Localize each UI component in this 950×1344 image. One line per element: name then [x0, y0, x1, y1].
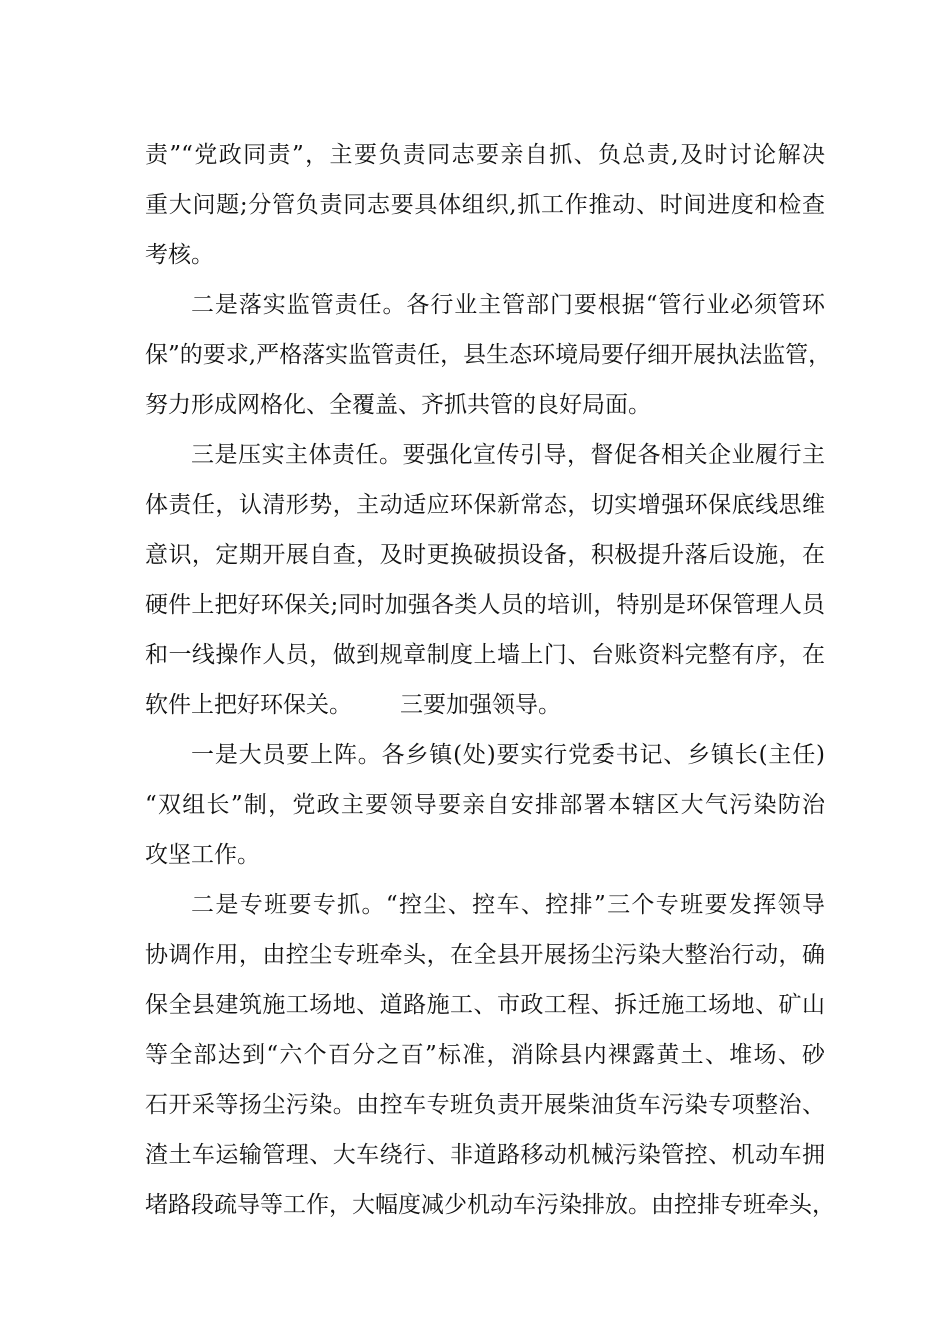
text-line: 责”“党政同责”，主要负责同志要亲自抓、负总责,及时讨论解决 — [145, 142, 825, 168]
paragraph-supervision-responsibility — [145, 280, 832, 430]
document-body — [145, 130, 835, 1230]
text-line: 和一线操作人员，做到规章制度上墙上门、台账资料完整有序，在 — [145, 642, 825, 668]
text-line: 保”的要求,严格落实监管责任，县生态环境局要仔细开展执法监管， — [145, 342, 832, 368]
text-line: 硬件上把好环保关;同时加强各类人员的培训，特别是环保管理人员 — [145, 592, 825, 618]
text-line: 意识，定期开展自查，及时更换破损设备，积极提升落后设施，在 — [145, 542, 825, 568]
text-line: 石开采等扬尘污染。由控车专班负责开展柴油货车污染专项整治、 — [145, 1092, 825, 1118]
text-line: 二是专班要专抓。“控尘、控车、控排”三个专班要发挥领导 — [191, 892, 825, 918]
text-line: 堵路段疏导等工作，大幅度减少机动车污染排放。由控排专班牵头， — [145, 1192, 835, 1218]
section-heading: 三要加强领导。 — [400, 692, 561, 718]
text-line: 体责任，认清形势，主动适应环保新常态，切实增强环保底线思维 — [145, 492, 825, 518]
text-line: 等全部达到“六个百分之百”标准，消除县内裸露黄土、堆场、砂 — [145, 1042, 825, 1068]
paragraph-leaders-on-duty — [145, 730, 825, 880]
text-line: “双组长”制，党政主要领导要亲自安排部署本辖区大气污染防治 — [145, 792, 825, 818]
text-line: 一是大员要上阵。各乡镇(处)要实行党委书记、乡镇长(主任) — [191, 742, 825, 768]
text-line: 攻坚工作。 — [145, 842, 260, 868]
text-line-segment: 软件上把好环保关。 — [145, 692, 352, 718]
text-line: 保全县建筑施工场地、道路施工、市政工程、拆迁施工场地、矿山 — [145, 992, 825, 1018]
text-line: 三是压实主体责任。要强化宣传引导，督促各相关企业履行主 — [191, 442, 825, 468]
text-line: 协调作用，由控尘专班牵头，在全县开展扬尘污染大整治行动，确 — [145, 942, 825, 968]
paragraph-main-responsibility — [145, 430, 825, 730]
text-line-with-heading — [145, 680, 825, 730]
text-line: 重大问题;分管负责同志要具体组织,抓工作推动、时间进度和检查 — [145, 192, 825, 218]
text-line: 渣土车运输管理、大车绕行、非道路移动机械污染管控、机动车拥 — [145, 1142, 825, 1168]
paragraph-special-teams — [145, 880, 835, 1230]
paragraph-responsibility-continued — [145, 130, 825, 280]
text-line: 努力形成网格化、全覆盖、齐抓共管的良好局面。 — [145, 392, 651, 418]
text-line: 二是落实监管责任。各行业主管部门要根据“管行业必须管环 — [191, 292, 825, 318]
text-line: 考核。 — [145, 242, 214, 268]
